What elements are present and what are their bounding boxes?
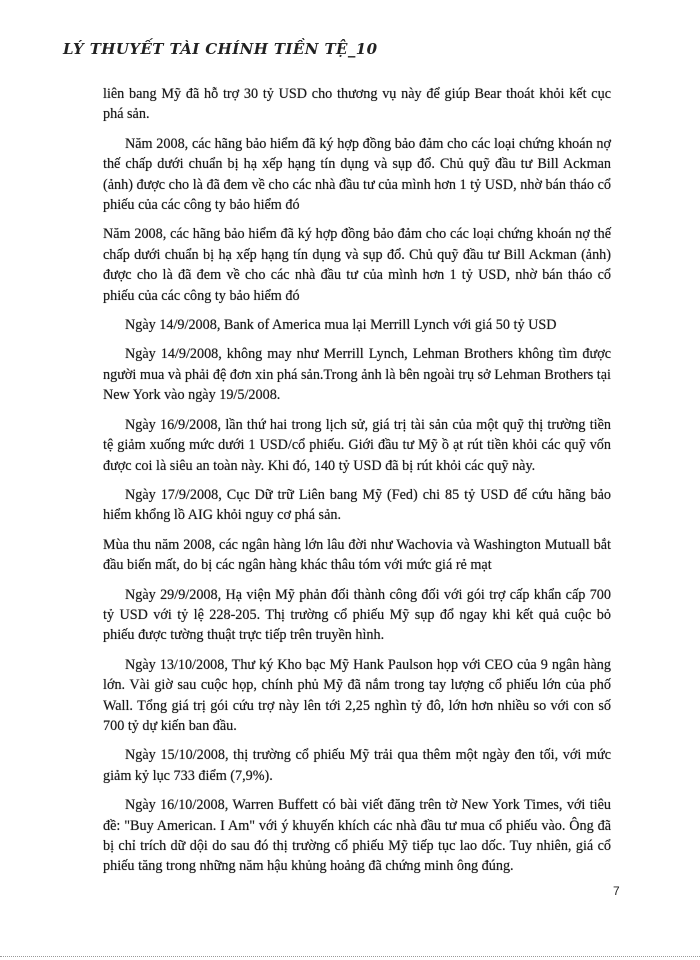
paragraph: Năm 2008, các hãng bảo hiểm đã ký hợp đồng bảo đảm cho các loại chứng khoán nợ thế chấp dưới chuẩn bị hạ xếp hạng tín dụng và sụp đổ. Chủ quỹ đầu tư Bill Ackman (ảnh) được cho là đã đem về cho các nhà đầu tư của mình hơn 1 tỷ USD, nhờ bán tháo cổ phiếu của các công ty bảo hiểm đó <box>103 226 611 304</box>
page-number: 7 <box>613 884 620 898</box>
page-body <box>103 84 611 886</box>
paragraph: liên bang Mỹ đã hỗ trợ 30 tỷ USD cho thương vụ này để giúp Bear thoát khỏi kết cục phá sản. <box>103 86 611 123</box>
paragraph: Ngày 17/9/2008, Cục Dữ trữ Liên bang Mỹ (Fed) chi 85 tỷ USD để cứu hãng bảo hiểm khổng lồ AIG khỏi nguy cơ phá sản. <box>103 486 611 524</box>
paragraph: Ngày 14/9/2008, Bank of America mua lại Merrill Lynch với giá 50 tỷ USD <box>125 317 557 334</box>
running-header: LÝ THUYẾT TÀI CHÍNH TIỀN TỆ_10 <box>63 40 378 58</box>
paragraph: Mùa thu năm 2008, các ngân hàng lớn lâu đời như Wachovia và Washington Mutuall bắt đầu biến mất, do bị các ngân hàng khác thâu tóm với mức giá rẻ mạt <box>103 536 611 574</box>
page-bottom-divider <box>0 956 700 957</box>
paragraph: Ngày 14/9/2008, không may như Merrill Lynch, Lehman Brothers không tìm được người mua và phải đệ đơn xin phá sản.Trong ảnh là bên ngoài trụ sở Lehman Brothers tại New York vào ngày 19/5/2008. <box>103 346 611 404</box>
paragraph: Ngày 13/10/2008, Thư ký Kho bạc Mỹ Hank Paulson họp với CEO của 9 ngân hàng lớn. Vài giờ sau cuộc họp, chính phủ Mỹ đã nắm trong tay lượng cổ phiếu lớn của phố Wall. Tổng giá trị gói cứu trợ này lên tới 2,25 nghìn tỷ đô, lớn hơn nhiều so với con số 700 tỷ dự kiến ban đầu. <box>103 656 611 734</box>
paragraph: Ngày 16/10/2008, Warren Buffett có bài viết đăng trên tờ New York Times, với tiêu đề: "Buy American. I Am" với ý khuyến khích các nhà đầu tư mua cổ phiếu vào. Ông đã bị chỉ trích dữ dội do sau đó thị trường cổ phiếu Mỹ tiếp tục lao dốc. Tuy nhiên, giá cổ phiếu tăng trong những năm hậu khủng hoảng đã chứng minh ông đúng. <box>103 797 611 875</box>
paragraph: Ngày 16/9/2008, lần thứ hai trong lịch sử, giá trị tài sản của một quỹ thị trường tiền tệ giảm xuống mức dưới 1 USD/cổ phiếu. Giới đầu tư Mỹ ồ ạt rút tiền khỏi các quỹ vốn được coi là siêu an toàn này. Khi đó, 140 tỷ USD đã bị rút khỏi các quỹ này. <box>103 416 611 474</box>
paragraph: Năm 2008, các hãng bảo hiểm đã ký hợp đồng bảo đảm cho các loại chứng khoán nợ thế chấp dưới chuẩn bị hạ xếp hạng tín dụng và sụp đổ. Chủ quỹ đầu tư Bill Ackman (ảnh) được cho là đã đem về cho các nhà đầu tư của mình hơn 1 tỷ USD, nhờ bán tháo cổ phiếu của các công ty bảo hiểm đó <box>103 135 611 214</box>
paragraph: Ngày 29/9/2008, Hạ viện Mỹ phản đối thành công đối với gói trợ cấp khẩn cấp 700 tỷ USD với tỷ lệ 228-205. Thị trường cổ phiếu Mỹ sụp đổ ngay khi kết quả cuộc bỏ phiếu được tường thuật trực tiếp trên truyền hình. <box>103 586 611 644</box>
paragraph: Ngày 15/10/2008, thị trường cổ phiếu Mỹ trải qua thêm một ngày đen tối, với mức giảm kỷ lục 733 điểm (7,9%). <box>103 747 611 784</box>
